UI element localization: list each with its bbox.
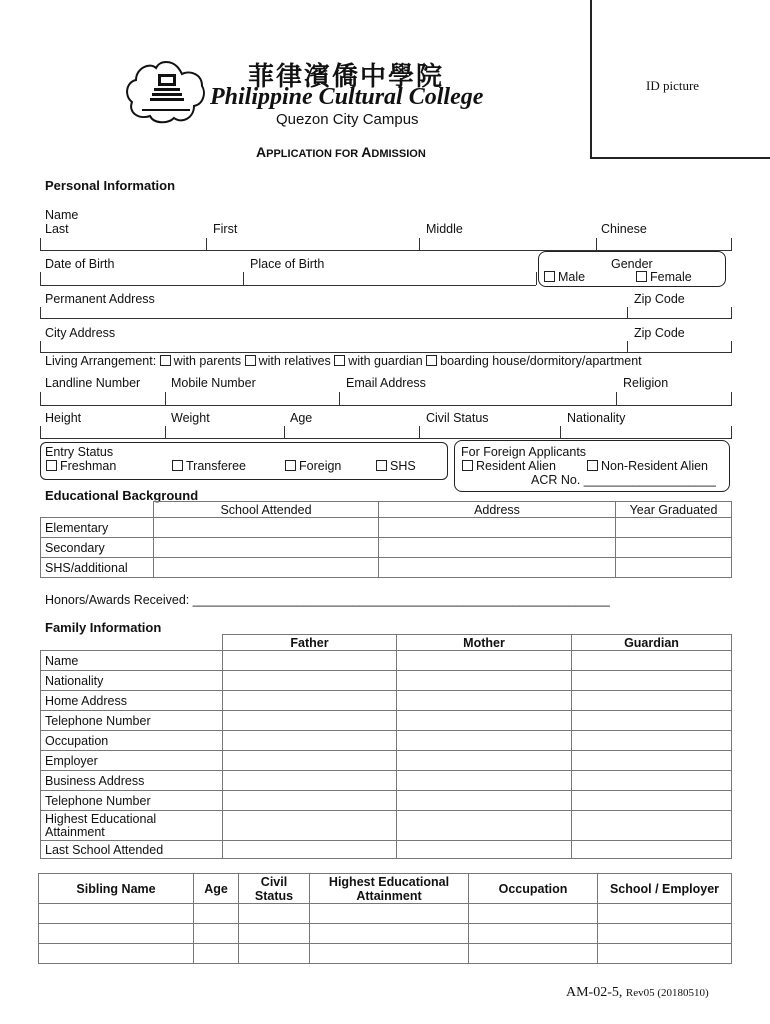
table-cell[interactable] [397,791,572,811]
table-cell[interactable] [39,924,194,944]
family-row-label: Employer [41,751,223,771]
education-table [40,501,732,578]
living-arrangement-row: Living Arrangement: with parents with relatives with guardian boarding house/dormitory/apartment [45,354,642,368]
sibling-col-civil: Civil Status [239,874,310,904]
living-guardian-checkbox[interactable]: with guardian [334,354,422,368]
table-cell[interactable] [223,771,397,791]
living-boarding-checkbox[interactable]: boarding house/dormitory/apartment [426,354,642,368]
checkbox-icon [544,271,555,282]
table-cell[interactable] [379,518,616,538]
family-corner [41,635,223,651]
table-cell[interactable] [616,518,732,538]
table-cell[interactable] [239,904,310,924]
table-cell[interactable] [223,751,397,771]
family-row-label: Last School Attended [41,841,223,859]
weight-field[interactable]: Weight [171,411,210,425]
education-col-year: Year Graduated [616,502,732,518]
gender-male-checkbox[interactable]: Male [544,270,585,284]
entry-freshman-checkbox[interactable]: Freshman [46,459,116,473]
age-field[interactable]: Age [290,411,313,425]
table-cell[interactable] [39,904,194,924]
family-row-label: Home Address [41,691,223,711]
checkbox-icon [285,460,296,471]
resident-alien-checkbox[interactable]: Resident Alien [462,459,556,473]
sibling-col-school: School / Employer [598,874,732,904]
table-cell[interactable] [223,711,397,731]
table-cell[interactable] [223,731,397,751]
table-cell[interactable] [194,924,239,944]
college-logo [124,58,208,128]
table-cell[interactable] [397,811,572,841]
table-cell[interactable] [379,538,616,558]
table-cell[interactable] [223,691,397,711]
name-label: Name [45,208,79,222]
foreign-applicants-label: For Foreign Applicants [461,445,587,459]
family-heading: Family Information [45,620,162,635]
family-row-label: Telephone Number [41,711,223,731]
checkbox-icon [46,460,57,471]
checkbox-icon [636,271,647,282]
checkbox-icon [160,355,171,366]
family-row-label: Name [41,651,223,671]
table-cell[interactable] [239,924,310,944]
table-cell[interactable] [397,731,572,751]
table-cell[interactable] [310,924,469,944]
checkbox-icon [172,460,183,471]
family-col-father: Father [223,635,397,651]
form-code: AM-02-5, Rev05 (20180510) [566,985,709,1000]
table-cell[interactable] [379,558,616,578]
table-cell[interactable] [223,791,397,811]
table-cell[interactable] [469,944,598,964]
permanent-zip-field[interactable]: Zip Code [634,292,685,306]
date-of-birth-field[interactable]: Date of Birth [45,257,115,271]
table-cell[interactable] [397,841,572,859]
checkbox-icon [334,355,345,366]
table-cell[interactable] [397,691,572,711]
living-relatives-checkbox[interactable]: with relatives [245,354,331,368]
id-picture-box[interactable] [590,0,770,159]
sibling-col-name: Sibling Name [39,874,194,904]
table-cell[interactable] [223,841,397,859]
table-cell[interactable] [194,904,239,924]
chinese-name-field[interactable]: Chinese [601,222,647,236]
table-cell[interactable] [572,841,732,859]
family-row-label: Business Address [41,771,223,791]
id-picture-label: ID picture [646,78,700,93]
table-cell[interactable] [397,671,572,691]
family-col-mother: Mother [397,635,572,651]
table-cell[interactable] [616,538,732,558]
campus-name: Quezon City Campus [276,111,419,128]
family-col-guardian: Guardian [572,635,732,651]
siblings-table [38,873,732,964]
table-cell[interactable] [194,944,239,964]
first-name-field[interactable]: First [213,222,238,236]
family-row-label: Telephone Number [41,791,223,811]
education-row-label: SHS/additional [41,558,154,578]
entry-transferee-checkbox[interactable]: Transferee [172,459,246,473]
family-row-label: Nationality [41,671,223,691]
nationality-field[interactable]: Nationality [567,411,626,425]
gender-label: Gender [611,257,653,271]
table-cell[interactable] [223,671,397,691]
table-cell[interactable] [616,558,732,578]
checkbox-icon [245,355,256,366]
education-col-school: School Attended [154,502,379,518]
education-row-label: Secondary [41,538,154,558]
table-cell[interactable] [469,924,598,944]
table-cell[interactable] [598,924,732,944]
table-cell[interactable] [572,651,732,671]
table-cell[interactable] [239,944,310,964]
table-cell[interactable] [572,691,732,711]
civil-status-field[interactable]: Civil Status [426,411,489,425]
middle-name-field[interactable]: Middle [426,222,463,236]
form-title: APPLICATION FOR ADMISSION [256,144,426,160]
table-cell[interactable] [572,791,732,811]
living-parents-checkbox[interactable]: with parents [160,354,241,368]
table-cell[interactable] [310,904,469,924]
table-cell[interactable] [397,711,572,731]
city-zip-field[interactable]: Zip Code [634,326,685,340]
place-of-birth-field[interactable]: Place of Birth [250,257,325,271]
table-cell[interactable] [572,771,732,791]
email-field[interactable]: Email Address [346,376,426,390]
table-cell[interactable] [154,538,379,558]
table-cell[interactable] [572,731,732,751]
city-address-field[interactable]: City Address [45,326,116,340]
education-row-label: Elementary [41,518,154,538]
table-cell[interactable] [223,651,397,671]
table-cell[interactable] [397,651,572,671]
entry-shs-checkbox[interactable]: SHS [376,459,416,473]
table-cell[interactable] [598,944,732,964]
personal-info-heading: Personal Information [45,178,176,193]
sibling-col-occupation: Occupation [469,874,598,904]
college-name: Philippine Cultural College [210,84,484,110]
family-row-label: Occupation [41,731,223,751]
education-corner [41,502,154,518]
table-cell[interactable] [397,751,572,771]
education-col-address: Address [379,502,616,518]
college-chinese-name: 菲律濱僑中學院 [248,62,445,92]
table-cell[interactable] [39,944,194,964]
checkbox-icon [462,460,473,471]
table-cell[interactable] [310,944,469,964]
religion-field[interactable]: Religion [623,376,669,390]
table-cell[interactable] [154,518,379,538]
sibling-col-age: Age [194,874,239,904]
table-cell[interactable] [572,671,732,691]
gender-female-checkbox[interactable]: Female [636,270,692,284]
family-table [40,634,732,859]
honors-field[interactable]: Honors/Awards Received: ____________________________________________________________ [45,593,610,607]
table-cell[interactable] [572,751,732,771]
sibling-col-edu: Highest Educational Attainment [310,874,469,904]
last-name-field[interactable]: Last [45,222,69,236]
landline-field[interactable]: Landline Number [45,376,141,390]
entry-foreign-checkbox[interactable]: Foreign [285,459,341,473]
education-heading: Educational Background [45,488,199,503]
table-cell[interactable] [572,811,732,841]
table-cell[interactable] [223,811,397,841]
family-row-label: Highest Educational Attainment [41,811,223,841]
acr-number-field[interactable]: ACR No. ___________________ [531,473,716,487]
table-cell[interactable] [598,904,732,924]
table-cell[interactable] [572,711,732,731]
mobile-field[interactable]: Mobile Number [171,376,256,390]
checkbox-icon [426,355,437,366]
entry-status-label: Entry Status [45,445,114,459]
permanent-address-field[interactable]: Permanent Address [45,292,155,306]
table-cell[interactable] [154,558,379,578]
non-resident-alien-checkbox[interactable]: Non-Resident Alien [587,459,708,473]
table-cell[interactable] [397,771,572,791]
checkbox-icon [376,460,387,471]
checkbox-icon [587,460,598,471]
height-field[interactable]: Height [45,411,82,425]
table-cell[interactable] [469,904,598,924]
